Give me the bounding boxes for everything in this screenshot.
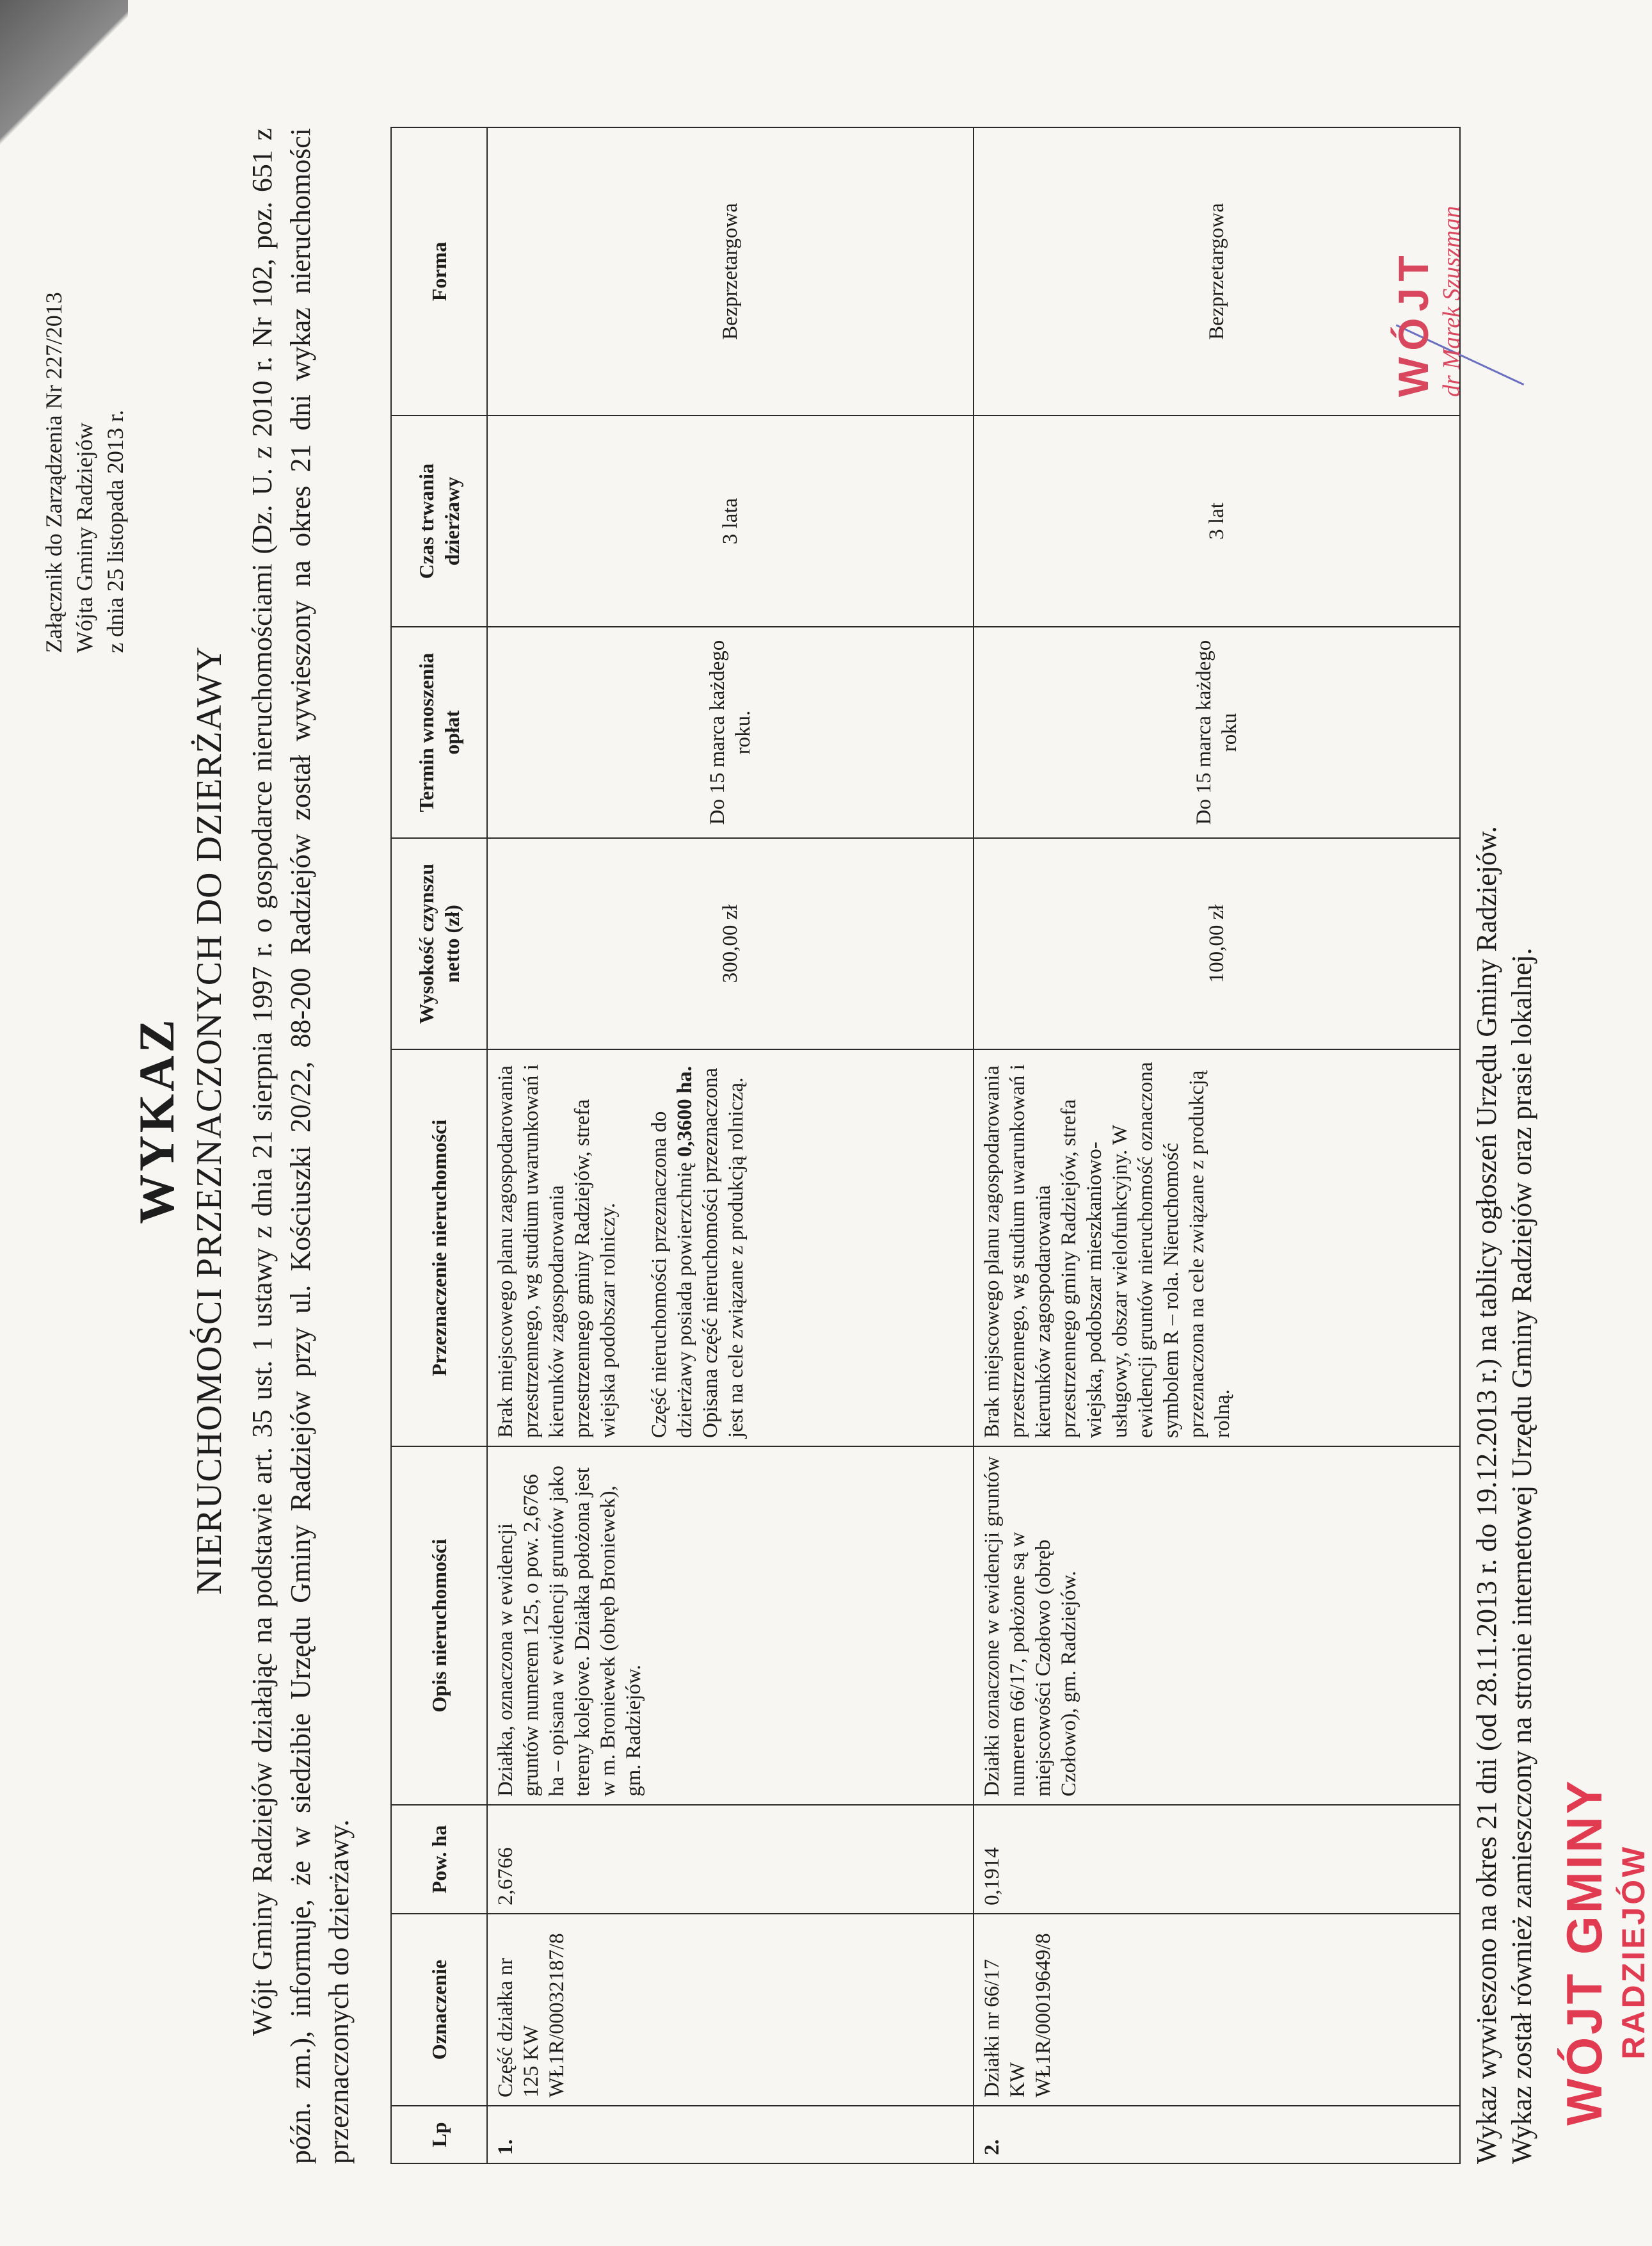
przeznaczenie-paragraph-2 <box>646 1058 749 1438</box>
attachment-line-1: Załącznik do Zarządzenia Nr 227/2013 <box>41 292 67 653</box>
properties-table <box>390 127 1461 2164</box>
header-forma: Forma <box>391 127 487 416</box>
footer-line-1: Wykaz wywieszono na okres 21 dni (od 28.11.2013 r. do 19.12.2013 r.) na tablicy ogłoszeń Urzędu Gminy Radziejów. <box>1471 826 1502 2164</box>
przeznaczenie-part-c: Opisana część nieruchomości przeznaczona jest na cele związane z produkcją rolniczą. <box>699 1067 748 1438</box>
row-oznaczenie: Część działka nr 125 KW WŁ1R/00032187/8 <box>487 1914 974 2106</box>
row-przeznaczenie <box>487 1049 974 1446</box>
row-opis: Działki oznaczone w ewidencji gruntów numerem 66/17, położone są w miejscowości Czołowo (obręb Czołowo), gm. Radziejów. <box>974 1446 1460 1805</box>
stamp-signature <box>1389 206 1466 397</box>
row-lp: 1. <box>487 2106 974 2163</box>
stamp-wojt-gminy <box>1555 1778 1652 2126</box>
header-termin: Termin wnoszenia opłat <box>391 627 487 838</box>
header-lp: Lp <box>391 2106 487 2163</box>
row-czas: 3 lat <box>974 416 1460 627</box>
table-row <box>974 127 1460 2163</box>
przeznaczenie-part-a: Część nieruchomości przeznaczona do dzierżawy posiada powierzchnię <box>648 1111 696 1438</box>
row-lp: 2. <box>974 2106 1460 2163</box>
header-czas: Czas trwania dzierżawy <box>391 416 487 627</box>
stamp-signature-name: dr Marek Szuszman <box>1438 206 1465 397</box>
row-oznaczenie: Działki nr 66/17 KW WŁ1R/00019649/8 <box>974 1914 1460 2106</box>
stamp-wojt-line-1: WÓJT GMINY <box>1556 1778 1612 2126</box>
row-pow: 2,6766 <box>487 1805 974 1914</box>
table-row <box>487 127 974 2163</box>
row-termin: Do 15 marca każdego roku. <box>487 627 974 838</box>
przeznaczenie-paragraph-1: Brak miejscowego planu zagospodarowania przestrzennego, wg studium uwarunkowań i kierunków zagospodarowania przestrzennego gminy Radziejów, strefa wiejska podobszar rolniczy. <box>494 1064 620 1438</box>
page-subtitle: NIERUCHOMOŚCI PRZEZNACZONYCH DO DZIERŻAWY <box>189 646 229 1595</box>
attachment-note <box>38 77 131 653</box>
footer-line-2: Wykaz został również zamieszczony na stronie internetowej Urzędu Gminy Radziejów oraz prasie lokalnej. <box>1506 948 1537 2164</box>
row-forma: Bezprzetargowa <box>487 127 974 416</box>
header-przeznaczenie: Przeznaczenie nieruchomości <box>391 1049 487 1446</box>
row-czynsz: 100,00 zł <box>974 838 1460 1049</box>
table-header-row <box>391 127 487 2163</box>
stamp-wojt-line-2: RADZIEJÓW <box>1616 1844 1651 2060</box>
row-forma: Bezprzetargowa <box>974 127 1460 416</box>
header-opis: Opis nieruchomości <box>391 1446 487 1805</box>
header-oznaczenie: Oznaczenie <box>391 1914 487 2106</box>
document-page <box>32 38 1651 2202</box>
row-termin: Do 15 marca każdego roku <box>974 627 1460 838</box>
row-pow: 0,1914 <box>974 1805 1460 1914</box>
przeznaczenie-area: 0,3600 ha. <box>673 1066 696 1158</box>
row-opis: Działka, oznaczona w ewidencji gruntów numerem 125, o pow. 2,6766 ha – opisana w ewidencji gruntów jako tereny kolejowe. Działka położona jest w m. Broniewek (obręb Broniewek), gm. Radziejów. <box>487 1446 974 1805</box>
row-czas: 3 lata <box>487 416 974 627</box>
header-pow: Pow. ha <box>391 1805 487 1914</box>
row-przeznaczenie: Brak miejscowego planu zagospodarowania przestrzennego, wg studium uwarunkowań i kierunków zagospodarowania przestrzennego gminy Radziejów, strefa wiejska, podobszar mieszkaniowo-usługowy, obszar wielofunkcyjny. W ewidencji gruntów nieruchomość oznaczona symbolem R – rola. Nieruchomość przeznaczona na cele związane z produkcją rolną. <box>974 1049 1460 1446</box>
row-czynsz: 300,00 zł <box>487 838 974 1049</box>
attachment-line-3: z dnia 25 listopada 2013 r. <box>102 410 128 653</box>
intro-paragraph: Wójt Gminy Radziejów działając na podstawie art. 35 ust. 1 ustawy z dnia 21 sierpnia 1997 r. o gospodarce nieruchomościami (Dz. U. z 2010 r. Nr 102, poz. 651 z późn. zm.), informuje, że w siedzibie Urzędu Gminy Radziejów przy ul. Kościuszki 20/22, 88-200 Radziejów został wywieszony na okres 21 dni wykaz nieruchomości przeznaczonych do dzierżawy. <box>246 128 355 2164</box>
page-title: WYKAZ <box>129 1017 184 1224</box>
footer-notes <box>1469 128 1539 2164</box>
attachment-line-2: Wójta Gminy Radziejów <box>72 423 97 653</box>
header-czynsz: Wysokość czynszu netto (zł) <box>391 838 487 1049</box>
stamp-signature-title: WÓJT <box>1390 249 1437 397</box>
